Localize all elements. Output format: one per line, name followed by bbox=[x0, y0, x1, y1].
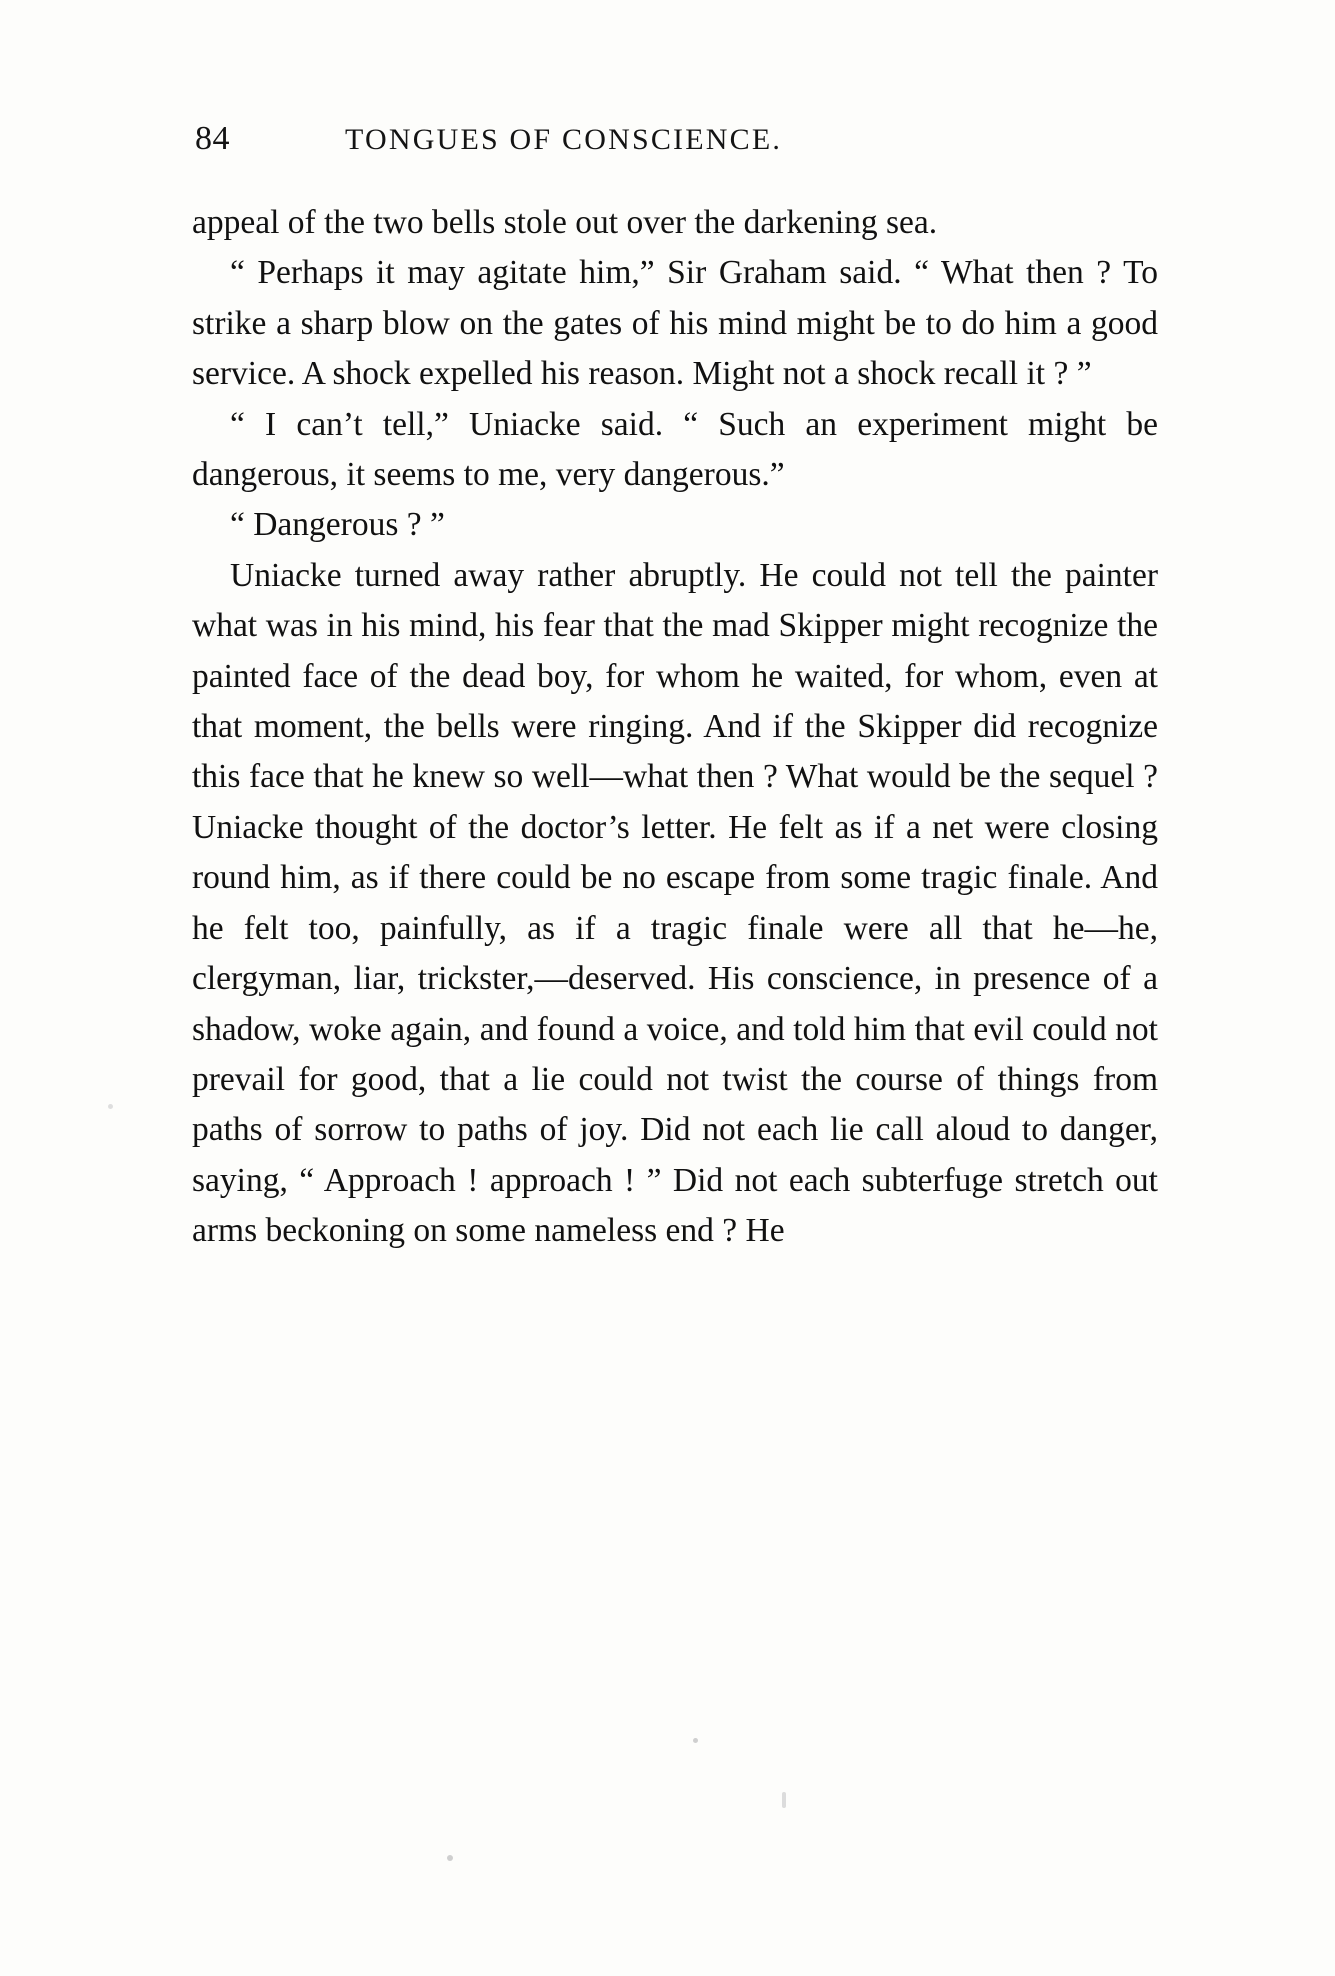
paragraph: “ Perhaps it may agitate him,” Sir Graham said. “ What then ? To strike a sharp blow on the gates of his mind might be to do him a good service. A shock expelled his reason. Might not a shock recall it ? ” bbox=[192, 254, 1158, 393]
scan-artifact bbox=[447, 1855, 453, 1861]
paragraph: appeal of the two bells stole out over the darkening sea. bbox=[192, 204, 938, 241]
paragraph: “ I can’t tell,” Uniacke said. “ Such an experiment might be dangerous, it seems to me, very dangerous.” bbox=[192, 405, 1158, 494]
scan-artifact bbox=[782, 1792, 786, 1808]
scan-artifact bbox=[108, 1104, 113, 1109]
paragraph: Uniacke turned away rather abruptly. He could not tell the painter what was in his mind, his fear that the mad Skipper might recognize the painted face of the dead boy, for whom he waited, for whom, even at that moment, the bells were ringing. And if the Skipper did recognize this face that he knew so well—what then ? What would be the sequel ? Uniacke thought of the doctor’s letter. He felt as if a net were closing round him, as if there could be no escape from some tragic finale. And he felt too, painfully, as if a tragic finale were all that he—he, clergyman, liar, trickster,—deserved. His conscience, in presence of a shadow, woke again, and found a voice, and told him that evil could not prevail for good, that a lie could not twist the course of things from paths of sorrow to paths of joy. Did not each lie call aloud to danger, saying, “ Approach ! approach ! ” Did not each subterfuge stretch out arms beckoning on some nameless end ? He bbox=[192, 556, 1158, 1250]
scan-artifact bbox=[693, 1738, 698, 1743]
page-body bbox=[192, 198, 1158, 1257]
page-number: 84 bbox=[195, 120, 230, 157]
page-header bbox=[195, 120, 1155, 164]
running-title: TONGUES OF CONSCIENCE. bbox=[345, 123, 783, 156]
paragraph: “ Dangerous ? ” bbox=[230, 506, 445, 544]
